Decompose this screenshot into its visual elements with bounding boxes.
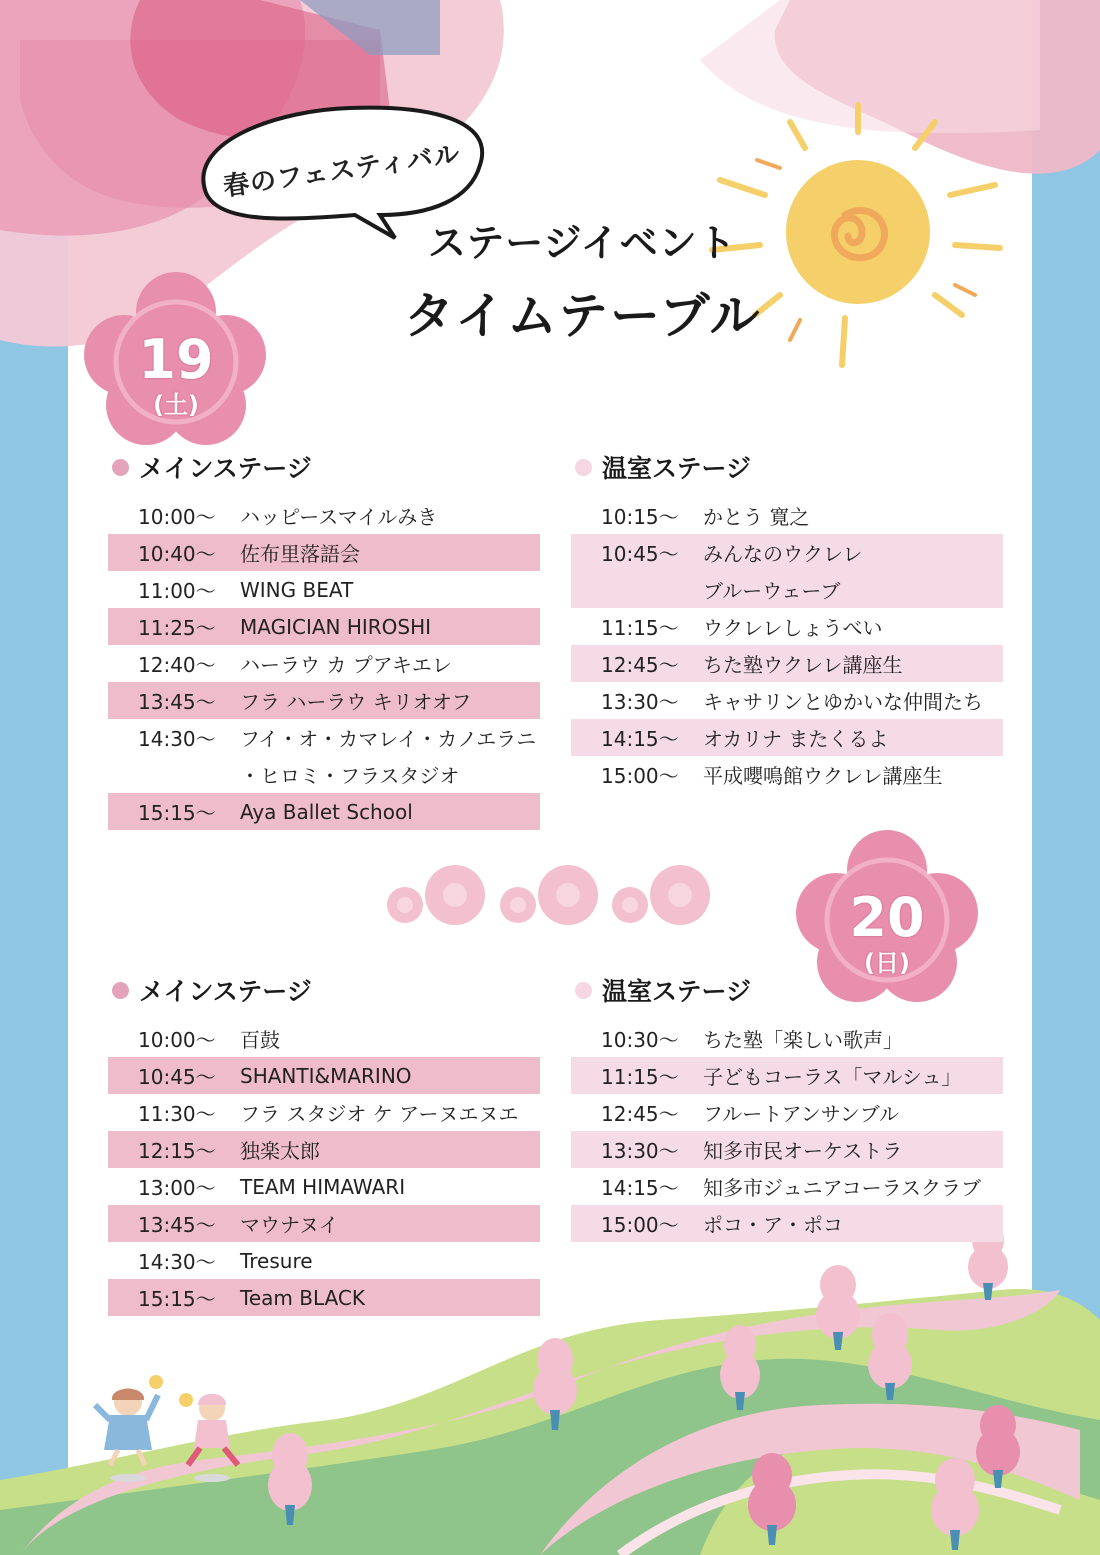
schedule-row: 14:15〜 オカリナ またくるよ [571, 719, 1003, 756]
schedule-row: 10:00〜 百鼓 [138, 1028, 280, 1052]
schedule-row: 10:00〜 ハッピースマイルみき [138, 505, 438, 529]
stage-dot-icon [112, 982, 129, 999]
schedule-row-continued: ・ヒロミ・フラスタジオ [240, 764, 460, 788]
schedule-row: 11:25〜 MAGICIAN HIROSHI [108, 608, 540, 645]
day2-greenhouse-stage [571, 972, 1003, 1242]
schedule-row-continued: ブルーウェーブ [571, 571, 1003, 608]
day1-greenhouse-stage [571, 449, 1003, 793]
schedule-list [108, 497, 540, 830]
schedule-row: 10:45〜 SHANTI&MARINO [108, 1057, 540, 1094]
schedule-row: 11:30〜 フラ スタジオ ケ アーヌエヌエ [138, 1102, 519, 1126]
schedule-row: 13:30〜 知多市民オーケストラ [571, 1131, 1003, 1168]
stage-dot-icon [575, 459, 592, 476]
stage-dot-icon [112, 459, 129, 476]
schedule-row: 10:15〜 かとう 寛之 [601, 505, 810, 529]
title-line-1: ステージイベント [428, 221, 737, 265]
schedule-row: 14:15〜 知多市ジュニアコーラスクラブ [601, 1176, 981, 1200]
festival-bubble-label: 春のフェスティバル [221, 139, 463, 203]
stage-title: 温室ステージ [602, 454, 752, 483]
schedule-row: 15:00〜 ポコ・ア・ポコ [571, 1205, 1003, 1242]
schedule-row: 15:15〜 Team BLACK [108, 1279, 540, 1316]
schedule-row: 15:00〜 平成嚶鳴館ウクレレ講座生 [601, 764, 943, 788]
schedule-row: 11:15〜 ウクレレしょうべい [601, 616, 883, 640]
day1-main-stage [108, 449, 540, 830]
stage-title: メインステージ [139, 977, 312, 1006]
schedule-row: 11:15〜 子どもコーラス「マルシュ」 [571, 1057, 1003, 1094]
day2-main-stage [108, 972, 540, 1316]
schedule-row: 10:45〜 みんなのウクレレ [571, 534, 1003, 571]
day1-weekday: (土) [153, 391, 199, 419]
schedule-row: 12:40〜 ハーラウ カ プアキエレ [138, 653, 452, 677]
schedule-list [571, 497, 1003, 793]
stage-title: メインステージ [139, 454, 312, 483]
stage-dot-icon [575, 982, 592, 999]
schedule-row: 14:30〜 Tresure [138, 1248, 313, 1274]
schedule-row: 10:30〜 ちた塾「楽しい歌声」 [601, 1028, 903, 1052]
schedule-row: 15:15〜 Aya Ballet School [108, 793, 540, 830]
schedule-row: 13:45〜 マウナヌイ [108, 1205, 540, 1242]
schedule-row: 10:40〜 佐布里落語会 [108, 534, 540, 571]
stage-title: 温室ステージ [602, 977, 752, 1006]
schedule-row: 12:15〜 独楽太郎 [108, 1131, 540, 1168]
schedule-row: 11:00〜 WING BEAT [138, 577, 354, 603]
day1-date: 19 [138, 328, 214, 391]
schedule-row: 12:45〜 ちた塾ウクレレ講座生 [571, 645, 1003, 682]
schedule-row: 14:30〜 フイ・オ・カマレイ・カノエラニ [138, 727, 537, 751]
title-line-2: タイムテーブル [404, 287, 762, 345]
schedule-row: 12:45〜 フルートアンサンブル [601, 1102, 899, 1126]
day2-weekday: (日) [864, 949, 910, 977]
day2-date: 20 [849, 886, 925, 949]
schedule-row: 13:30〜 キャサリンとゆかいな仲間たち [601, 690, 983, 714]
schedule-row: 13:00〜 TEAM HIMAWARI [138, 1174, 406, 1200]
schedule-list [108, 1020, 540, 1316]
schedule-row: 13:45〜 フラ ハーラウ キリオオフ [108, 682, 540, 719]
schedule-list [571, 1020, 1003, 1242]
